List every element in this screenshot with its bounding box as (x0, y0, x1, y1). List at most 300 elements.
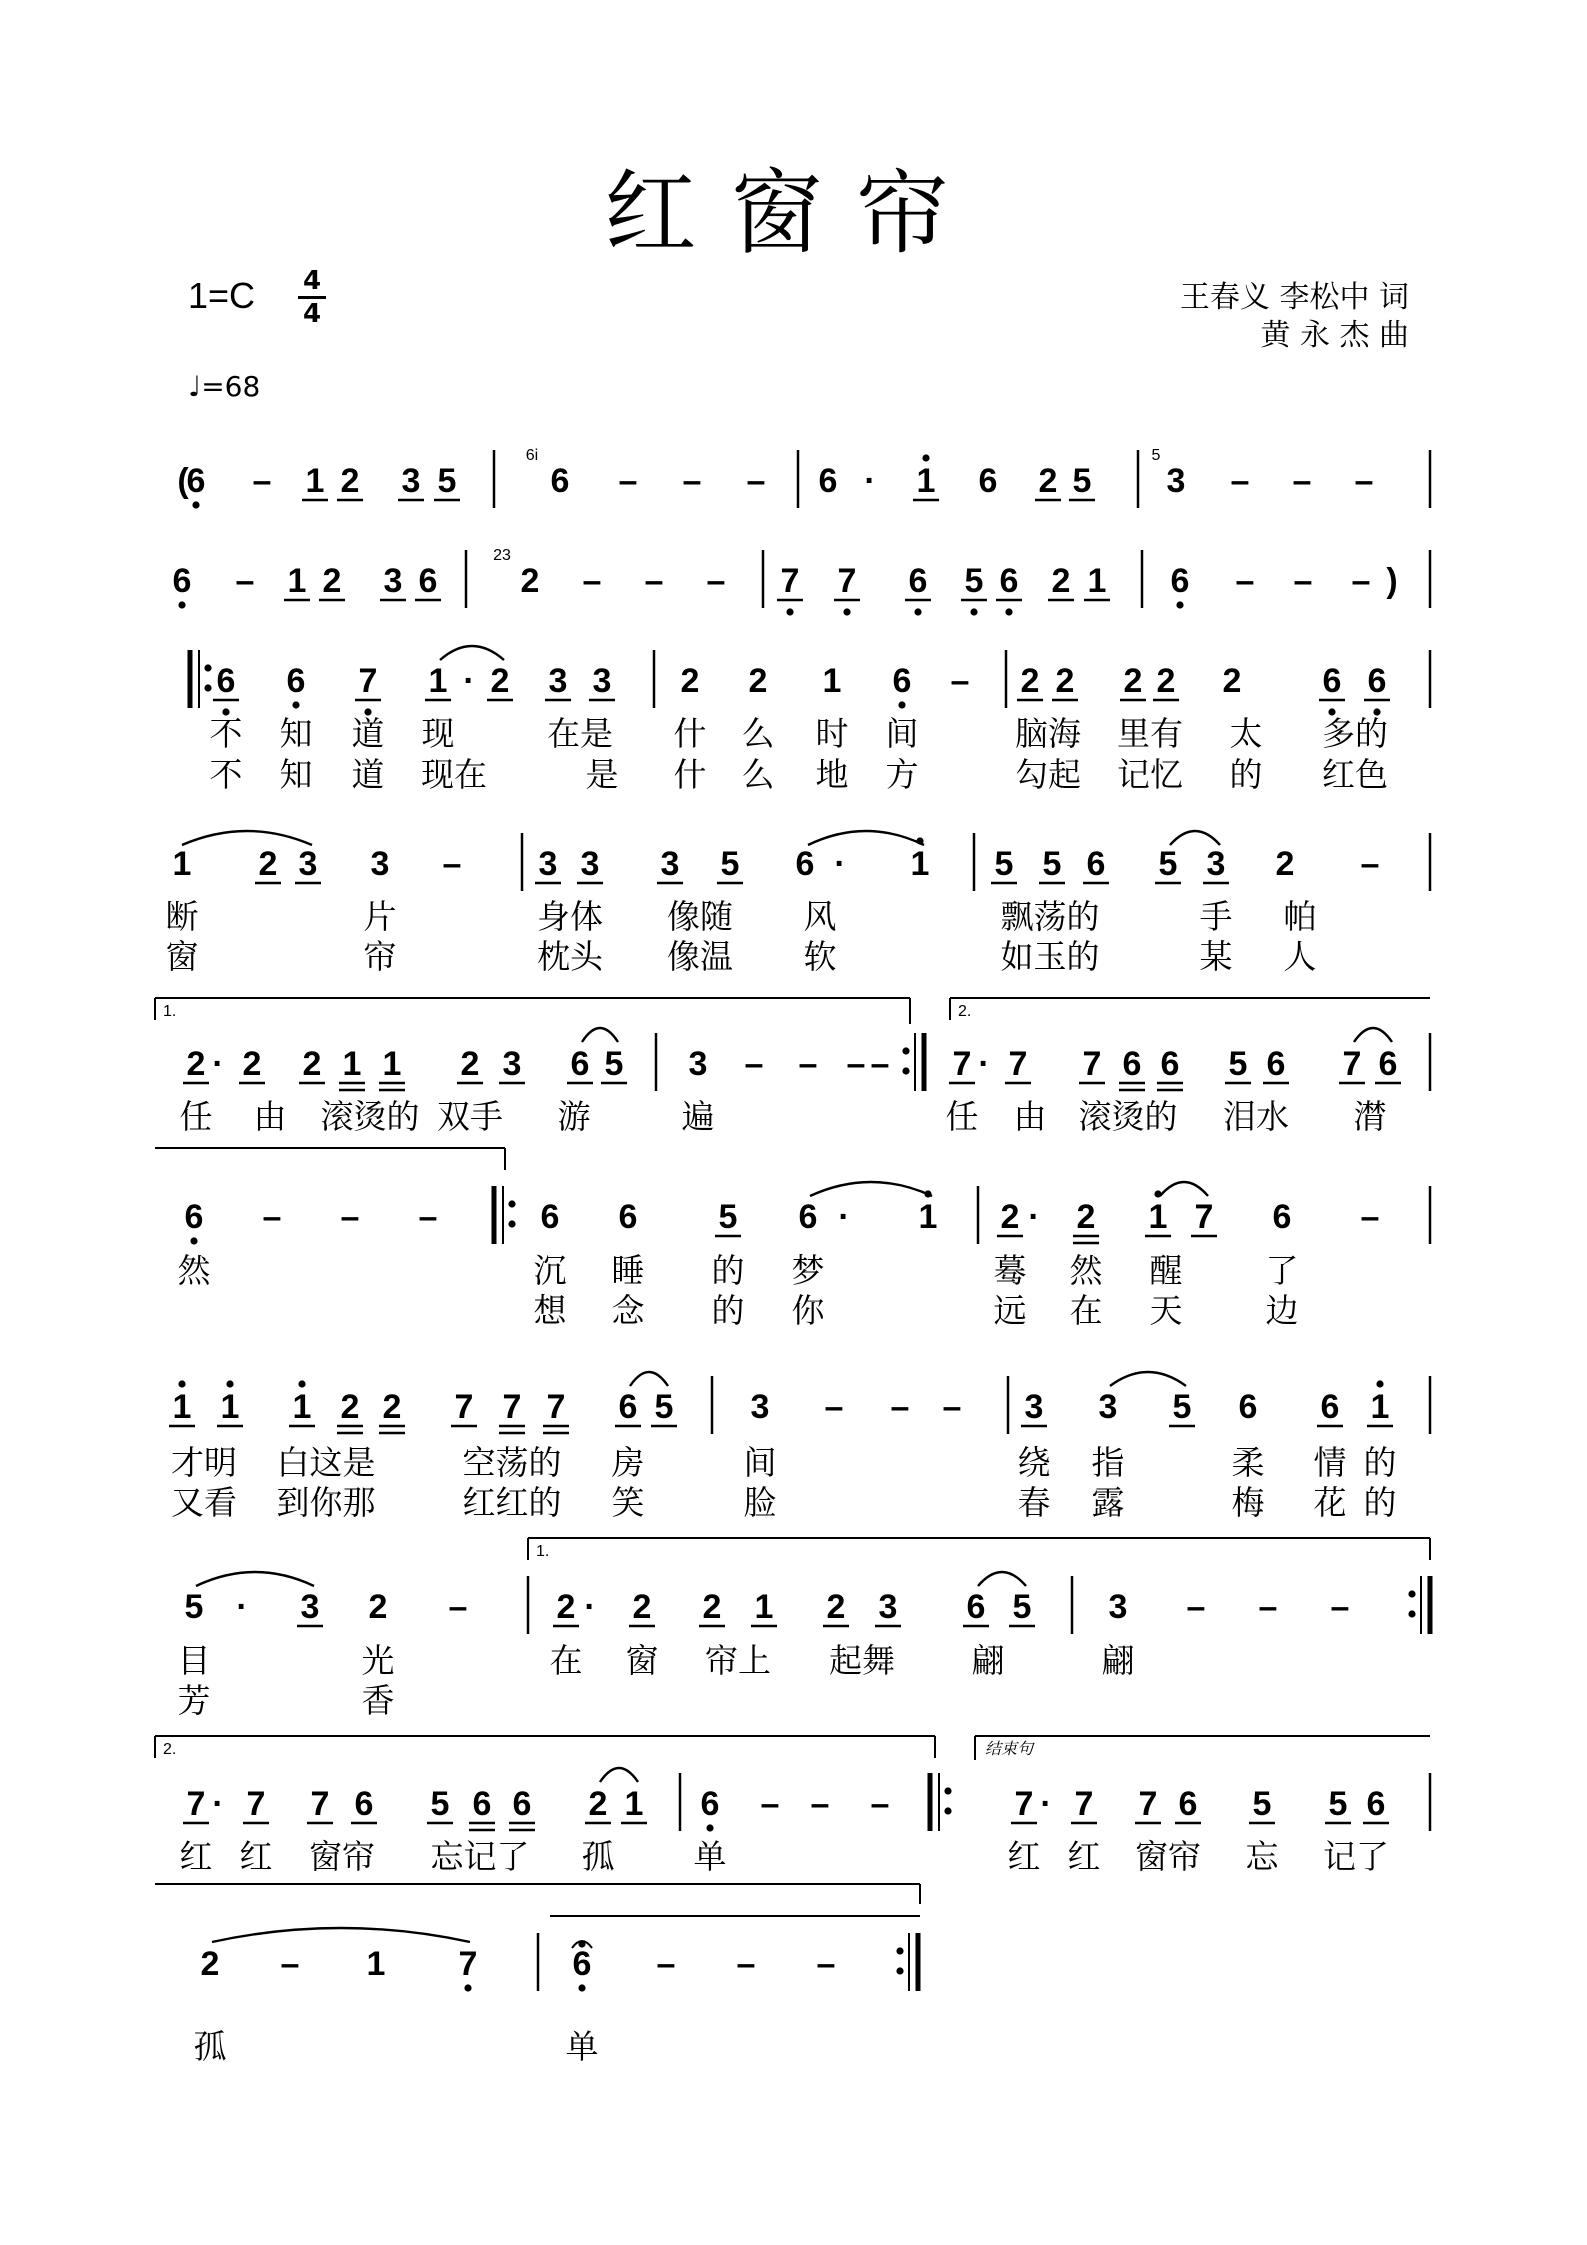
note: 2 (1275, 845, 1295, 883)
note: 1 (305, 462, 325, 500)
slur (600, 1768, 638, 1782)
note: 1 (172, 845, 192, 883)
note: 6 (286, 662, 306, 700)
note: 2 (680, 662, 700, 700)
slur (1170, 831, 1220, 845)
note: 7 (1082, 1045, 1102, 1083)
lyric: 你 (791, 1291, 825, 1330)
note: – (1360, 1198, 1380, 1236)
lyric: 任 (945, 1097, 979, 1136)
note: 6 (978, 462, 998, 500)
slur (630, 1372, 668, 1386)
note: – (942, 1388, 962, 1426)
lyric: 地 (815, 755, 849, 794)
note: 7 (186, 1785, 206, 1823)
note: 6 (999, 562, 1019, 600)
note: – (582, 562, 602, 600)
lyric: 远 (993, 1291, 1027, 1330)
note: 3 (1206, 845, 1226, 883)
note: 1 (624, 1785, 644, 1823)
lyric: 房 (611, 1443, 645, 1482)
slur (440, 646, 504, 660)
note: 6 (1178, 1785, 1198, 1823)
lyric: 么 (741, 714, 775, 753)
slur (808, 831, 924, 845)
octave-dot-high (1376, 1380, 1383, 1387)
octave-dot-low (578, 1984, 585, 1991)
note: 7 (952, 1045, 972, 1083)
slur (1354, 1028, 1392, 1042)
note: – (235, 562, 255, 600)
lyric: 红 (239, 1837, 273, 1876)
octave-dot-low (898, 701, 905, 708)
lyric: 时 (815, 714, 849, 753)
note: · (212, 1045, 224, 1083)
note: – (870, 1785, 890, 1823)
lyric: 手 (1199, 897, 1233, 936)
note: 5 (994, 845, 1014, 883)
note: 1 (1148, 1198, 1168, 1236)
grace-note: 6i (525, 447, 539, 464)
note: 5 (604, 1045, 624, 1083)
note: 6 (1170, 562, 1190, 600)
lyric: 忘记了 (430, 1837, 530, 1876)
lyric: 不 (209, 714, 243, 753)
note: 7 (546, 1388, 566, 1426)
volta-label: 2. (163, 1741, 177, 1758)
composer-credit: 黄 永 杰 曲 (1260, 318, 1409, 353)
lyric: 风 (803, 897, 837, 936)
lyric: 想 (533, 1291, 567, 1330)
repeat-dot (204, 664, 211, 671)
note: – (644, 562, 664, 600)
lyric: 翩 (971, 1641, 1005, 1680)
slur (978, 1572, 1026, 1586)
note: 3 (1166, 462, 1186, 500)
lyric: 念 (611, 1291, 645, 1330)
note: – (252, 462, 272, 500)
note: 7 (1014, 1785, 1034, 1823)
note: 3 (1024, 1388, 1044, 1426)
note: 5 (1012, 1588, 1032, 1626)
lyric: 红 (179, 1837, 213, 1876)
note: 6 (550, 462, 570, 500)
note: 1 (428, 662, 448, 700)
note: 6 (1378, 1045, 1398, 1083)
lyric: 方 (885, 755, 919, 794)
note: 6 (908, 562, 928, 600)
note: 7 (454, 1388, 474, 1426)
note: 6 (418, 562, 438, 600)
note: 7 (1342, 1045, 1362, 1083)
note: 6 (570, 1045, 590, 1083)
paren: ( (177, 462, 189, 500)
note: 2 (368, 1588, 388, 1626)
octave-dot-high (298, 1380, 305, 1387)
lyric: 帕 (1283, 897, 1317, 936)
note: 2 (258, 845, 278, 883)
note: – (824, 1388, 844, 1426)
note: 5 (437, 462, 457, 500)
lyric: 片 (363, 897, 397, 936)
lyric: 滚烫的 (320, 1097, 420, 1136)
note: · (463, 662, 475, 700)
note: 2 (748, 662, 768, 700)
note: – (1230, 462, 1250, 500)
note: 5 (1042, 845, 1062, 883)
note: 6 (172, 562, 192, 600)
lyric: 的 (1363, 1443, 1397, 1482)
note: 2 (242, 1045, 262, 1083)
lyric: 身体 (537, 897, 603, 936)
note: 3 (592, 662, 612, 700)
lyric: 梅 (1231, 1483, 1265, 1522)
note: – (1351, 562, 1371, 600)
note: 1 (918, 1198, 938, 1236)
lyric: 蓦 (993, 1251, 1027, 1290)
note: 2 (340, 462, 360, 500)
lyric: 不 (209, 755, 243, 794)
lyric: 道 (351, 755, 385, 794)
note: 2 (520, 562, 540, 600)
note: 6 (186, 462, 206, 500)
note: 3 (750, 1388, 770, 1426)
note: · (212, 1785, 224, 1823)
song-title: 红窗帘 (604, 160, 983, 267)
note: 6 (618, 1388, 638, 1426)
note: 7 (458, 1945, 478, 1983)
note: 1 (754, 1588, 774, 1626)
note: 5 (184, 1588, 204, 1626)
note: 1 (220, 1388, 240, 1426)
lyric: 什 (673, 755, 707, 794)
lyric: 任 (179, 1097, 213, 1136)
note: · (834, 845, 846, 883)
lyric: 芳 (177, 1681, 211, 1720)
note: – (870, 1045, 890, 1083)
note: 1 (342, 1045, 362, 1083)
note: 3 (1108, 1588, 1128, 1626)
lyric: 睡 (611, 1251, 645, 1290)
lyric: 帘上 (705, 1641, 771, 1680)
grace-note: 5 (1151, 447, 1161, 464)
note: – (744, 1045, 764, 1083)
lyric: 才明 (171, 1443, 237, 1482)
note: · (864, 462, 876, 500)
lyric: 游 (557, 1097, 591, 1136)
lyric: 太 (1229, 714, 1263, 753)
octave-dot-low (1176, 601, 1183, 608)
volta-label: 1. (536, 1543, 550, 1560)
note: 6 (540, 1198, 560, 1236)
lyric: 飘荡的 (1000, 897, 1100, 936)
time-signature-top: 4 (302, 266, 322, 296)
note: – (1354, 462, 1374, 500)
lyric: 花 (1313, 1483, 1347, 1522)
octave-dot-low (786, 608, 793, 615)
lyric: 单 (693, 1837, 727, 1876)
note: – (1330, 1588, 1350, 1626)
lyric: 翩 (1101, 1641, 1135, 1680)
lyric: 孤 (193, 2027, 227, 2066)
note: 7 (502, 1388, 522, 1426)
octave-dot-low (178, 601, 185, 608)
time-signature-bottom: 4 (302, 299, 322, 329)
note: 2 (1020, 662, 1040, 700)
note: 6 (1322, 662, 1342, 700)
repeat-dot (204, 684, 211, 691)
note: – (448, 1588, 468, 1626)
lyric: 的 (1363, 1483, 1397, 1522)
note: 6 (1160, 1045, 1180, 1083)
note: 6 (1272, 1198, 1292, 1236)
lyric: 到你那 (276, 1483, 376, 1522)
lyric: 软 (803, 937, 837, 976)
grace-note: 23 (493, 547, 511, 564)
note: – (746, 462, 766, 500)
lyric: 在是 (547, 714, 613, 753)
note: 5 (654, 1388, 674, 1426)
note: – (1292, 462, 1312, 500)
lyric: 现在 (421, 755, 487, 794)
lyric: 香 (361, 1681, 395, 1720)
slur (196, 1572, 314, 1586)
note: · (584, 1588, 596, 1626)
lyric: 情 (1313, 1443, 1347, 1482)
note: 2 (1156, 662, 1176, 700)
octave-dot-low (190, 1237, 197, 1244)
paren: ) (1386, 562, 1398, 600)
note: 7 (1074, 1785, 1094, 1823)
lyric: 某 (1199, 937, 1233, 976)
note: 5 (1158, 845, 1178, 883)
slur (582, 1028, 618, 1042)
lyric: 泪水 (1223, 1097, 1289, 1136)
note: – (760, 1785, 780, 1823)
lyric: 在 (1069, 1291, 1103, 1330)
lyric: 光 (361, 1641, 395, 1680)
note: 7 (780, 562, 800, 600)
lyric: 枕头 (537, 937, 603, 976)
note: 6 (1086, 845, 1106, 883)
note: 2 (302, 1045, 322, 1083)
note: 5 (1172, 1388, 1192, 1426)
repeat-dot (1408, 1590, 1415, 1597)
lyric: 露 (1091, 1483, 1125, 1522)
lyric: 窗帘 (309, 1837, 375, 1876)
note: 3 (383, 562, 403, 600)
lyric: 记了 (1323, 1837, 1389, 1876)
note: 7 (246, 1785, 266, 1823)
lyric: 窗帘 (1135, 1837, 1201, 1876)
lyric: 空荡的 (462, 1443, 562, 1482)
note: – (418, 1198, 438, 1236)
repeat-dot (896, 1947, 903, 1954)
note: – (1258, 1588, 1278, 1626)
note: 1 (172, 1388, 192, 1426)
octave-dot-low (706, 1824, 713, 1831)
lyric: 红 (1007, 1837, 1041, 1876)
lyric: 笑 (611, 1483, 645, 1522)
note: · (236, 1588, 248, 1626)
lyric: 知 (279, 755, 313, 794)
key-signature: 1=C (188, 275, 256, 316)
note: 6 (472, 1785, 492, 1823)
note: 3 (878, 1588, 898, 1626)
lyric: 的 (711, 1251, 745, 1290)
lyric: 现 (421, 714, 455, 753)
note: 6 (966, 1588, 986, 1626)
lyric: 沉 (533, 1251, 567, 1290)
note: 6 (1366, 1785, 1386, 1823)
lyric: 里有 (1117, 714, 1183, 753)
lyric: 绕 (1017, 1443, 1051, 1482)
note: 2 (588, 1785, 608, 1823)
note: 2 (1123, 662, 1143, 700)
note: 6 (216, 662, 236, 700)
note: 1 (382, 1045, 402, 1083)
note: – (816, 1945, 836, 1983)
lyric: 醒 (1149, 1251, 1183, 1290)
note: 3 (370, 845, 390, 883)
octave-dot-high (922, 454, 929, 461)
slur (182, 831, 312, 845)
lyric: 像温 (667, 937, 733, 976)
octave-dot-low (970, 608, 977, 615)
note: 3 (660, 845, 680, 883)
lyric: 像随 (667, 897, 733, 936)
octave-dot-low (914, 608, 921, 615)
lyric: 单 (565, 2027, 599, 2066)
note: 3 (300, 1588, 320, 1626)
volta-label: 2. (958, 1003, 972, 1020)
note: 3 (538, 845, 558, 883)
note: 6 (892, 662, 912, 700)
note: – (1293, 562, 1313, 600)
lyric: 起舞 (829, 1641, 895, 1680)
note: 3 (401, 462, 421, 500)
lyric: 然 (1069, 1251, 1103, 1290)
slur (212, 1928, 470, 1942)
lyric: 然 (177, 1251, 211, 1290)
note: – (262, 1198, 282, 1236)
note: 6 (700, 1785, 720, 1823)
note: 2 (200, 1945, 220, 1983)
octave-dot-low (843, 608, 850, 615)
ending-label: 结束句 (985, 1741, 1034, 1758)
note: 7 (837, 562, 857, 600)
slur (810, 1182, 932, 1196)
lyric: 什 (673, 714, 707, 753)
note: 2 (490, 662, 510, 700)
note: 1 (1370, 1388, 1390, 1426)
note: 2 (1055, 662, 1075, 700)
octave-dot-low (192, 501, 199, 508)
note: – (618, 462, 638, 500)
lyric: 脑海 (1015, 714, 1081, 753)
note: – (280, 1945, 300, 1983)
note: 7 (310, 1785, 330, 1823)
note: 5 (718, 1198, 738, 1236)
repeat-dot (1408, 1610, 1415, 1617)
lyric: 帘 (363, 937, 397, 976)
lyric: 天 (1149, 1291, 1183, 1330)
lyric: 在 (549, 1641, 583, 1680)
lyric: 红色 (1322, 755, 1388, 794)
note: · (838, 1198, 850, 1236)
note: – (1360, 845, 1380, 883)
note: 1 (822, 662, 842, 700)
lyric: 窗 (165, 937, 199, 976)
note: 6 (1266, 1045, 1286, 1083)
lyric: 红红的 (462, 1483, 562, 1522)
note: 3 (298, 845, 318, 883)
note: – (682, 462, 702, 500)
note: 3 (1098, 1388, 1118, 1426)
octave-dot-low (464, 1984, 471, 1991)
note: · (1040, 1785, 1052, 1823)
note: – (810, 1785, 830, 1823)
note: 2 (382, 1388, 402, 1426)
lyric: 勾起 (1015, 755, 1081, 794)
lyric: 柔 (1231, 1443, 1265, 1482)
lyric: 梦 (791, 1251, 825, 1290)
note: 1 (910, 845, 930, 883)
note: – (1186, 1588, 1206, 1626)
note: 5 (1252, 1785, 1272, 1823)
note: 3 (580, 845, 600, 883)
note: 2 (1000, 1198, 1020, 1236)
note: 6 (1367, 662, 1387, 700)
note: 3 (502, 1045, 522, 1083)
note: 7 (1008, 1045, 1028, 1083)
lyric: 由 (253, 1097, 287, 1136)
tempo-marking: ♩=68 (188, 370, 261, 403)
lyric: 白这是 (276, 1443, 376, 1482)
lyric: 遍 (681, 1097, 715, 1136)
repeat-dot (902, 1067, 909, 1074)
note: 1 (1087, 562, 1107, 600)
note: 1 (292, 1388, 312, 1426)
lyric: 的 (711, 1291, 745, 1330)
lyric: 忘 (1245, 1837, 1279, 1876)
lyric: 间 (743, 1443, 777, 1482)
note: 1 (366, 1945, 386, 1983)
note: 2 (1076, 1198, 1096, 1236)
lyric: 又看 (171, 1483, 237, 1522)
note: 1 (916, 462, 936, 500)
note: 2 (556, 1588, 576, 1626)
note: – (950, 662, 970, 700)
lyric: 脸 (743, 1483, 777, 1522)
octave-dot-low (1005, 608, 1012, 615)
note: · (978, 1045, 990, 1083)
lyric: 了 (1265, 1251, 1299, 1290)
note: – (1235, 562, 1255, 600)
note: 2 (1051, 562, 1071, 600)
note: 5 (1228, 1045, 1248, 1083)
note: 5 (1328, 1785, 1348, 1823)
lyric: 道 (351, 714, 385, 753)
lyric: 记忆 (1117, 755, 1183, 794)
note: 6 (1320, 1388, 1340, 1426)
note: 2 (826, 1588, 846, 1626)
lyric: 如玉的 (1000, 937, 1100, 976)
note: 6 (354, 1785, 374, 1823)
lyric: 知 (279, 714, 313, 753)
lyric: 潸 (1353, 1097, 1387, 1136)
volta-label: 1. (163, 1003, 177, 1020)
